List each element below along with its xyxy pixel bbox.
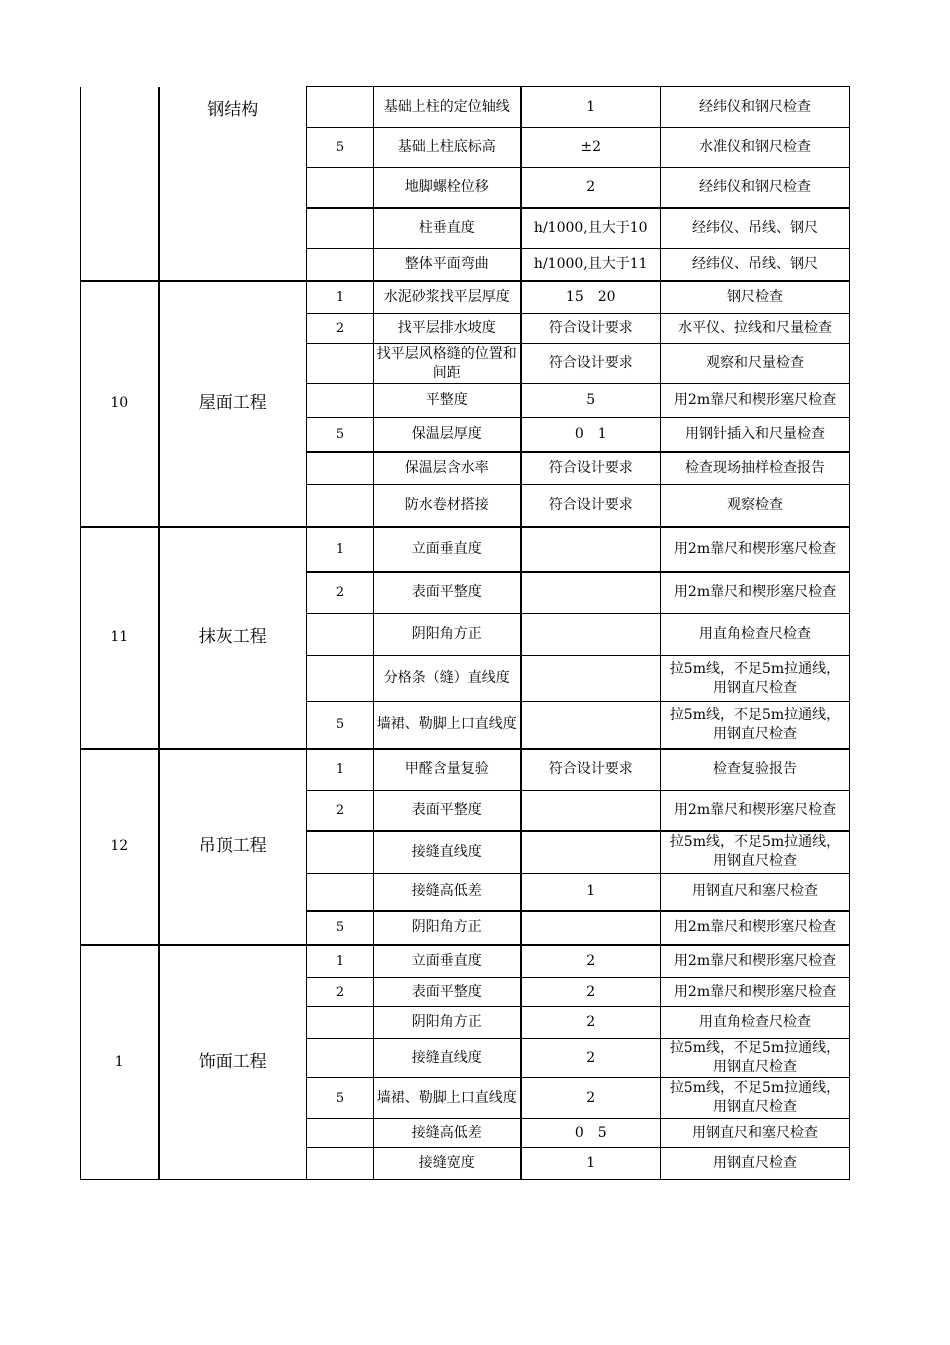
seq-cell bbox=[307, 485, 374, 527]
item-cell: 柱垂直度 bbox=[374, 208, 521, 249]
item-cell: 基础上柱的定位轴线 bbox=[374, 87, 521, 128]
item-cell: 表面平整度 bbox=[374, 978, 521, 1007]
seq-cell: 2 bbox=[307, 978, 374, 1007]
section-number: 11 bbox=[81, 527, 159, 749]
seq-cell bbox=[307, 656, 374, 702]
tolerance-cell: 符合设计要求 bbox=[521, 452, 661, 485]
method-cell: 用直角检查尺检查 bbox=[661, 1007, 850, 1039]
tolerance-cell bbox=[521, 572, 661, 614]
seq-cell: 2 bbox=[307, 572, 374, 614]
item-cell: 基础上柱底标高 bbox=[374, 128, 521, 168]
seq-cell bbox=[307, 1007, 374, 1039]
method-cell: 水平仪、拉线和尺量检查 bbox=[661, 314, 850, 344]
item-cell: 找平层风格缝的位置和间距 bbox=[374, 344, 521, 384]
table-row bbox=[81, 527, 850, 572]
item-cell: 地脚螺栓位移 bbox=[374, 168, 521, 208]
method-cell: 经纬仪和钢尺检查 bbox=[661, 168, 850, 208]
method-cell: 拉5m线，不足5m拉通线，用钢直尺检查 bbox=[661, 656, 850, 702]
item-cell: 接缝宽度 bbox=[374, 1148, 521, 1180]
tolerance-cell bbox=[521, 527, 661, 572]
tolerance-cell: h/1000,且大于10 bbox=[521, 208, 661, 249]
seq-cell bbox=[307, 1148, 374, 1180]
item-cell: 整体平面弯曲 bbox=[374, 249, 521, 281]
method-cell: 水准仪和钢尺检查 bbox=[661, 128, 850, 168]
seq-cell bbox=[307, 384, 374, 418]
method-cell: 用2m靠尺和楔形塞尺检查 bbox=[661, 911, 850, 945]
item-cell: 找平层排水坡度 bbox=[374, 314, 521, 344]
tolerance-cell: 15 20 bbox=[521, 281, 661, 314]
seq-cell bbox=[307, 168, 374, 208]
section-number: 1 bbox=[81, 945, 159, 1180]
item-cell: 分格条（缝）直线度 bbox=[374, 656, 521, 702]
seq-cell: 1 bbox=[307, 527, 374, 572]
section-name: 钢结构 bbox=[159, 87, 307, 281]
method-cell: 用2m靠尺和楔形塞尺检查 bbox=[661, 791, 850, 831]
item-cell: 表面平整度 bbox=[374, 572, 521, 614]
method-cell: 观察检查 bbox=[661, 485, 850, 527]
tolerance-cell: 2 bbox=[521, 1078, 661, 1119]
item-cell: 阴阳角方正 bbox=[374, 614, 521, 656]
method-cell: 检查复验报告 bbox=[661, 749, 850, 791]
inspection-table bbox=[80, 86, 850, 1180]
method-cell: 用钢针插入和尺量检查 bbox=[661, 418, 850, 452]
section-name: 屋面工程 bbox=[159, 281, 307, 527]
tolerance-cell: 2 bbox=[521, 1007, 661, 1039]
seq-cell: 5 bbox=[307, 1078, 374, 1119]
section-name: 吊顶工程 bbox=[159, 749, 307, 945]
method-cell: 用2m靠尺和楔形塞尺检查 bbox=[661, 527, 850, 572]
method-cell: 检查现场抽样检查报告 bbox=[661, 452, 850, 485]
table-row bbox=[81, 749, 850, 791]
section-number: 12 bbox=[81, 749, 159, 945]
item-cell: 墙裙、勒脚上口直线度 bbox=[374, 1078, 521, 1119]
seq-cell bbox=[307, 874, 374, 911]
method-cell: 拉5m线，不足5m拉通线，用钢直尺检查 bbox=[661, 1078, 850, 1119]
seq-cell bbox=[307, 249, 374, 281]
tolerance-cell: h/1000,且大于11 bbox=[521, 249, 661, 281]
tolerance-cell bbox=[521, 702, 661, 749]
item-cell: 表面平整度 bbox=[374, 791, 521, 831]
section-name: 抹灰工程 bbox=[159, 527, 307, 749]
seq-cell: 1 bbox=[307, 945, 374, 978]
method-cell: 拉5m线，不足5m拉通线，用钢直尺检查 bbox=[661, 702, 850, 749]
method-cell: 用2m靠尺和楔形塞尺检查 bbox=[661, 945, 850, 978]
item-cell: 立面垂直度 bbox=[374, 527, 521, 572]
method-cell: 用钢直尺检查 bbox=[661, 1148, 850, 1180]
tolerance-cell bbox=[521, 791, 661, 831]
method-cell: 用2m靠尺和楔形塞尺检查 bbox=[661, 384, 850, 418]
seq-cell: 1 bbox=[307, 281, 374, 314]
item-cell: 防水卷材搭接 bbox=[374, 485, 521, 527]
section-name: 饰面工程 bbox=[159, 945, 307, 1180]
tolerance-cell: 2 bbox=[521, 978, 661, 1007]
table-row bbox=[81, 87, 850, 128]
method-cell: 用钢直尺和塞尺检查 bbox=[661, 874, 850, 911]
method-cell: 观察和尺量检查 bbox=[661, 344, 850, 384]
method-cell: 拉5m线，不足5m拉通线，用钢直尺检查 bbox=[661, 831, 850, 874]
item-cell: 平整度 bbox=[374, 384, 521, 418]
seq-cell bbox=[307, 87, 374, 128]
tolerance-cell: 5 bbox=[521, 384, 661, 418]
method-cell: 用2m靠尺和楔形塞尺检查 bbox=[661, 572, 850, 614]
item-cell: 阴阳角方正 bbox=[374, 911, 521, 945]
tolerance-cell: 0 1 bbox=[521, 418, 661, 452]
item-cell: 接缝高低差 bbox=[374, 874, 521, 911]
method-cell: 用2m靠尺和楔形塞尺检查 bbox=[661, 978, 850, 1007]
seq-cell bbox=[307, 831, 374, 874]
seq-cell bbox=[307, 1119, 374, 1148]
section-number: 10 bbox=[81, 281, 159, 527]
item-cell: 水泥砂浆找平层厚度 bbox=[374, 281, 521, 314]
seq-cell bbox=[307, 452, 374, 485]
tolerance-cell bbox=[521, 614, 661, 656]
item-cell: 接缝直线度 bbox=[374, 1039, 521, 1078]
item-cell: 墙裙、勒脚上口直线度 bbox=[374, 702, 521, 749]
tolerance-cell: ±2 bbox=[521, 128, 661, 168]
method-cell: 用钢直尺和塞尺检查 bbox=[661, 1119, 850, 1148]
tolerance-cell: 符合设计要求 bbox=[521, 485, 661, 527]
tolerance-cell: 符合设计要求 bbox=[521, 344, 661, 384]
item-cell: 甲醛含量复验 bbox=[374, 749, 521, 791]
method-cell: 经纬仪和钢尺检查 bbox=[661, 87, 850, 128]
tolerance-cell: 2 bbox=[521, 945, 661, 978]
table-row bbox=[81, 281, 850, 314]
method-cell: 钢尺检查 bbox=[661, 281, 850, 314]
tolerance-cell: 符合设计要求 bbox=[521, 314, 661, 344]
table-row bbox=[81, 945, 850, 978]
method-cell: 拉5m线，不足5m拉通线，用钢直尺检查 bbox=[661, 1039, 850, 1078]
seq-cell: 5 bbox=[307, 128, 374, 168]
seq-cell: 2 bbox=[307, 791, 374, 831]
tolerance-cell: 符合设计要求 bbox=[521, 749, 661, 791]
seq-cell bbox=[307, 614, 374, 656]
tolerance-cell: 2 bbox=[521, 1039, 661, 1078]
item-cell: 立面垂直度 bbox=[374, 945, 521, 978]
seq-cell: 2 bbox=[307, 314, 374, 344]
method-cell: 用直角检查尺检查 bbox=[661, 614, 850, 656]
tolerance-cell bbox=[521, 656, 661, 702]
item-cell: 保温层含水率 bbox=[374, 452, 521, 485]
item-cell: 阴阳角方正 bbox=[374, 1007, 521, 1039]
tolerance-cell bbox=[521, 911, 661, 945]
item-cell: 接缝直线度 bbox=[374, 831, 521, 874]
seq-cell bbox=[307, 1039, 374, 1078]
tolerance-cell: 2 bbox=[521, 168, 661, 208]
seq-cell: 5 bbox=[307, 418, 374, 452]
seq-cell: 5 bbox=[307, 702, 374, 749]
tolerance-cell: 1 bbox=[521, 1148, 661, 1180]
tolerance-cell: 0 5 bbox=[521, 1119, 661, 1148]
method-cell: 经纬仪、吊线、钢尺 bbox=[661, 249, 850, 281]
seq-cell bbox=[307, 344, 374, 384]
method-cell: 经纬仪、吊线、钢尺 bbox=[661, 208, 850, 249]
tolerance-cell: 1 bbox=[521, 87, 661, 128]
seq-cell: 1 bbox=[307, 749, 374, 791]
seq-cell: 5 bbox=[307, 911, 374, 945]
item-cell: 保温层厚度 bbox=[374, 418, 521, 452]
tolerance-cell bbox=[521, 831, 661, 874]
item-cell: 接缝高低差 bbox=[374, 1119, 521, 1148]
section-number bbox=[81, 87, 159, 281]
tolerance-cell: 1 bbox=[521, 874, 661, 911]
seq-cell bbox=[307, 208, 374, 249]
